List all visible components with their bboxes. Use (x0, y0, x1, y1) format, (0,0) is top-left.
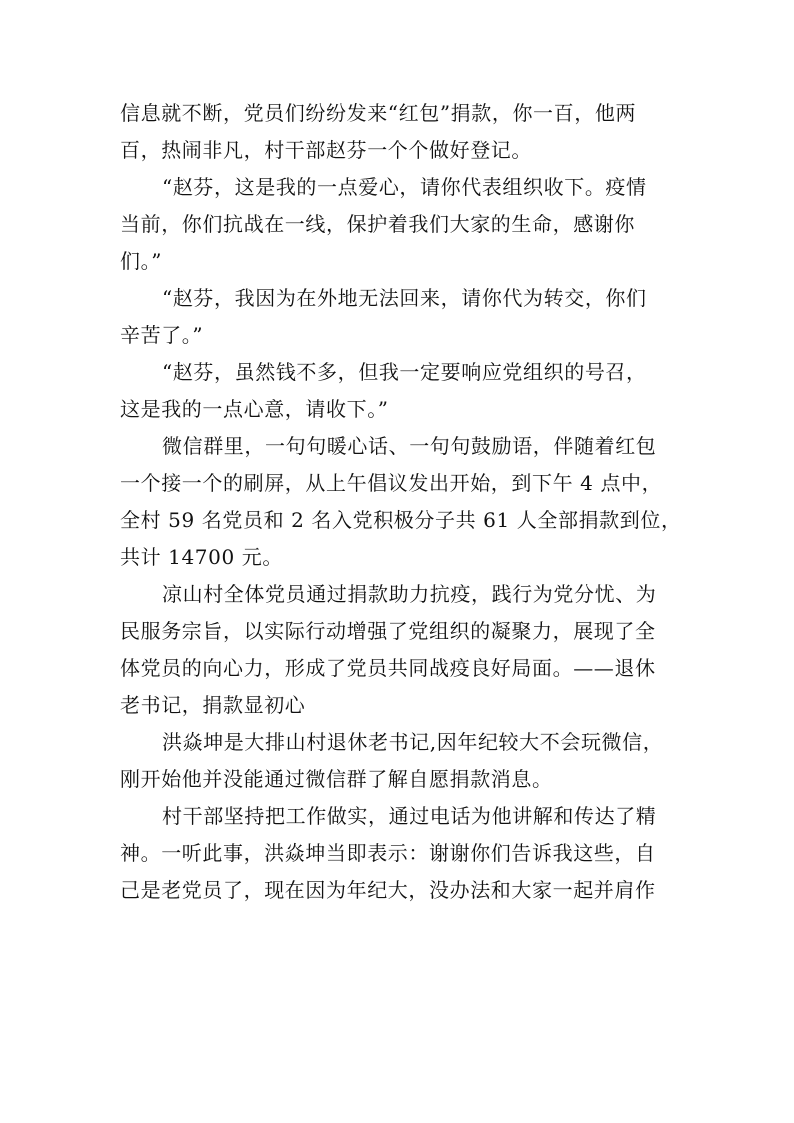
text-line: 们。” (120, 249, 163, 273)
text-line: 己是老党员了，现在因为年纪大，没办法和大家一起并肩作 (120, 878, 656, 902)
text-line: 微信群里，一句句暖心话、一句句鼓励语，伴随着红包 (162, 434, 657, 458)
text-line: 辛苦了。” (120, 323, 204, 347)
text-line: 民服务宗旨，以实际行动增强了党组织的凝聚力，展现了全 (120, 619, 656, 643)
text-line: 一个接一个的刷屏，从上午倡议发出开始，到下午 4 点中， (120, 471, 663, 495)
text-line: 信息就不断，党员们纷纷发来“红包”捐款，你一百，他两 (120, 101, 637, 125)
text-line: 神。一听此事，洪焱坤当即表示：谢谢你们告诉我这些，自 (120, 841, 656, 865)
text-line: 村干部坚持把工作做实，通过电话为他讲解和传达了精 (162, 804, 657, 828)
text-line: 老书记，捐款显初心 (120, 693, 306, 717)
text-line: 共计 14700 元。 (120, 545, 283, 569)
text-line: 当前，你们抗战在一线，保护着我们大家的生命，感谢你 (120, 212, 635, 236)
text-line: 全村 59 名党员和 2 名入党积极分子共 61 人全部捐款到位， (120, 508, 682, 532)
text-line: 凉山村全体党员通过捐款助力抗疫，践行为党分忧、为 (162, 582, 657, 606)
text-line: “赵芬，这是我的一点爱心，请你代表组织收下。疫情 (162, 175, 647, 199)
document-body (120, 95, 680, 909)
text-line: “赵芬，我因为在外地无法回来，请你代为转交，你们 (162, 286, 647, 310)
text-line: 这是我的一点心意，请收下。” (120, 397, 389, 421)
text-line: 刚开始他并没能通过微信群了解自愿捐款消息。 (120, 767, 553, 791)
text-line: 洪焱坤是大排山村退休老书记,因年纪较大不会玩微信， (162, 730, 664, 754)
text-line: “赵芬，虽然钱不多，但我一定要响应党组织的号召， (162, 360, 647, 384)
text-line: 百，热闹非凡，村干部赵芬一个个做好登记。 (120, 138, 532, 162)
text-line: 体党员的向心力，形成了党员共同战疫良好局面。——退休 (120, 656, 656, 680)
